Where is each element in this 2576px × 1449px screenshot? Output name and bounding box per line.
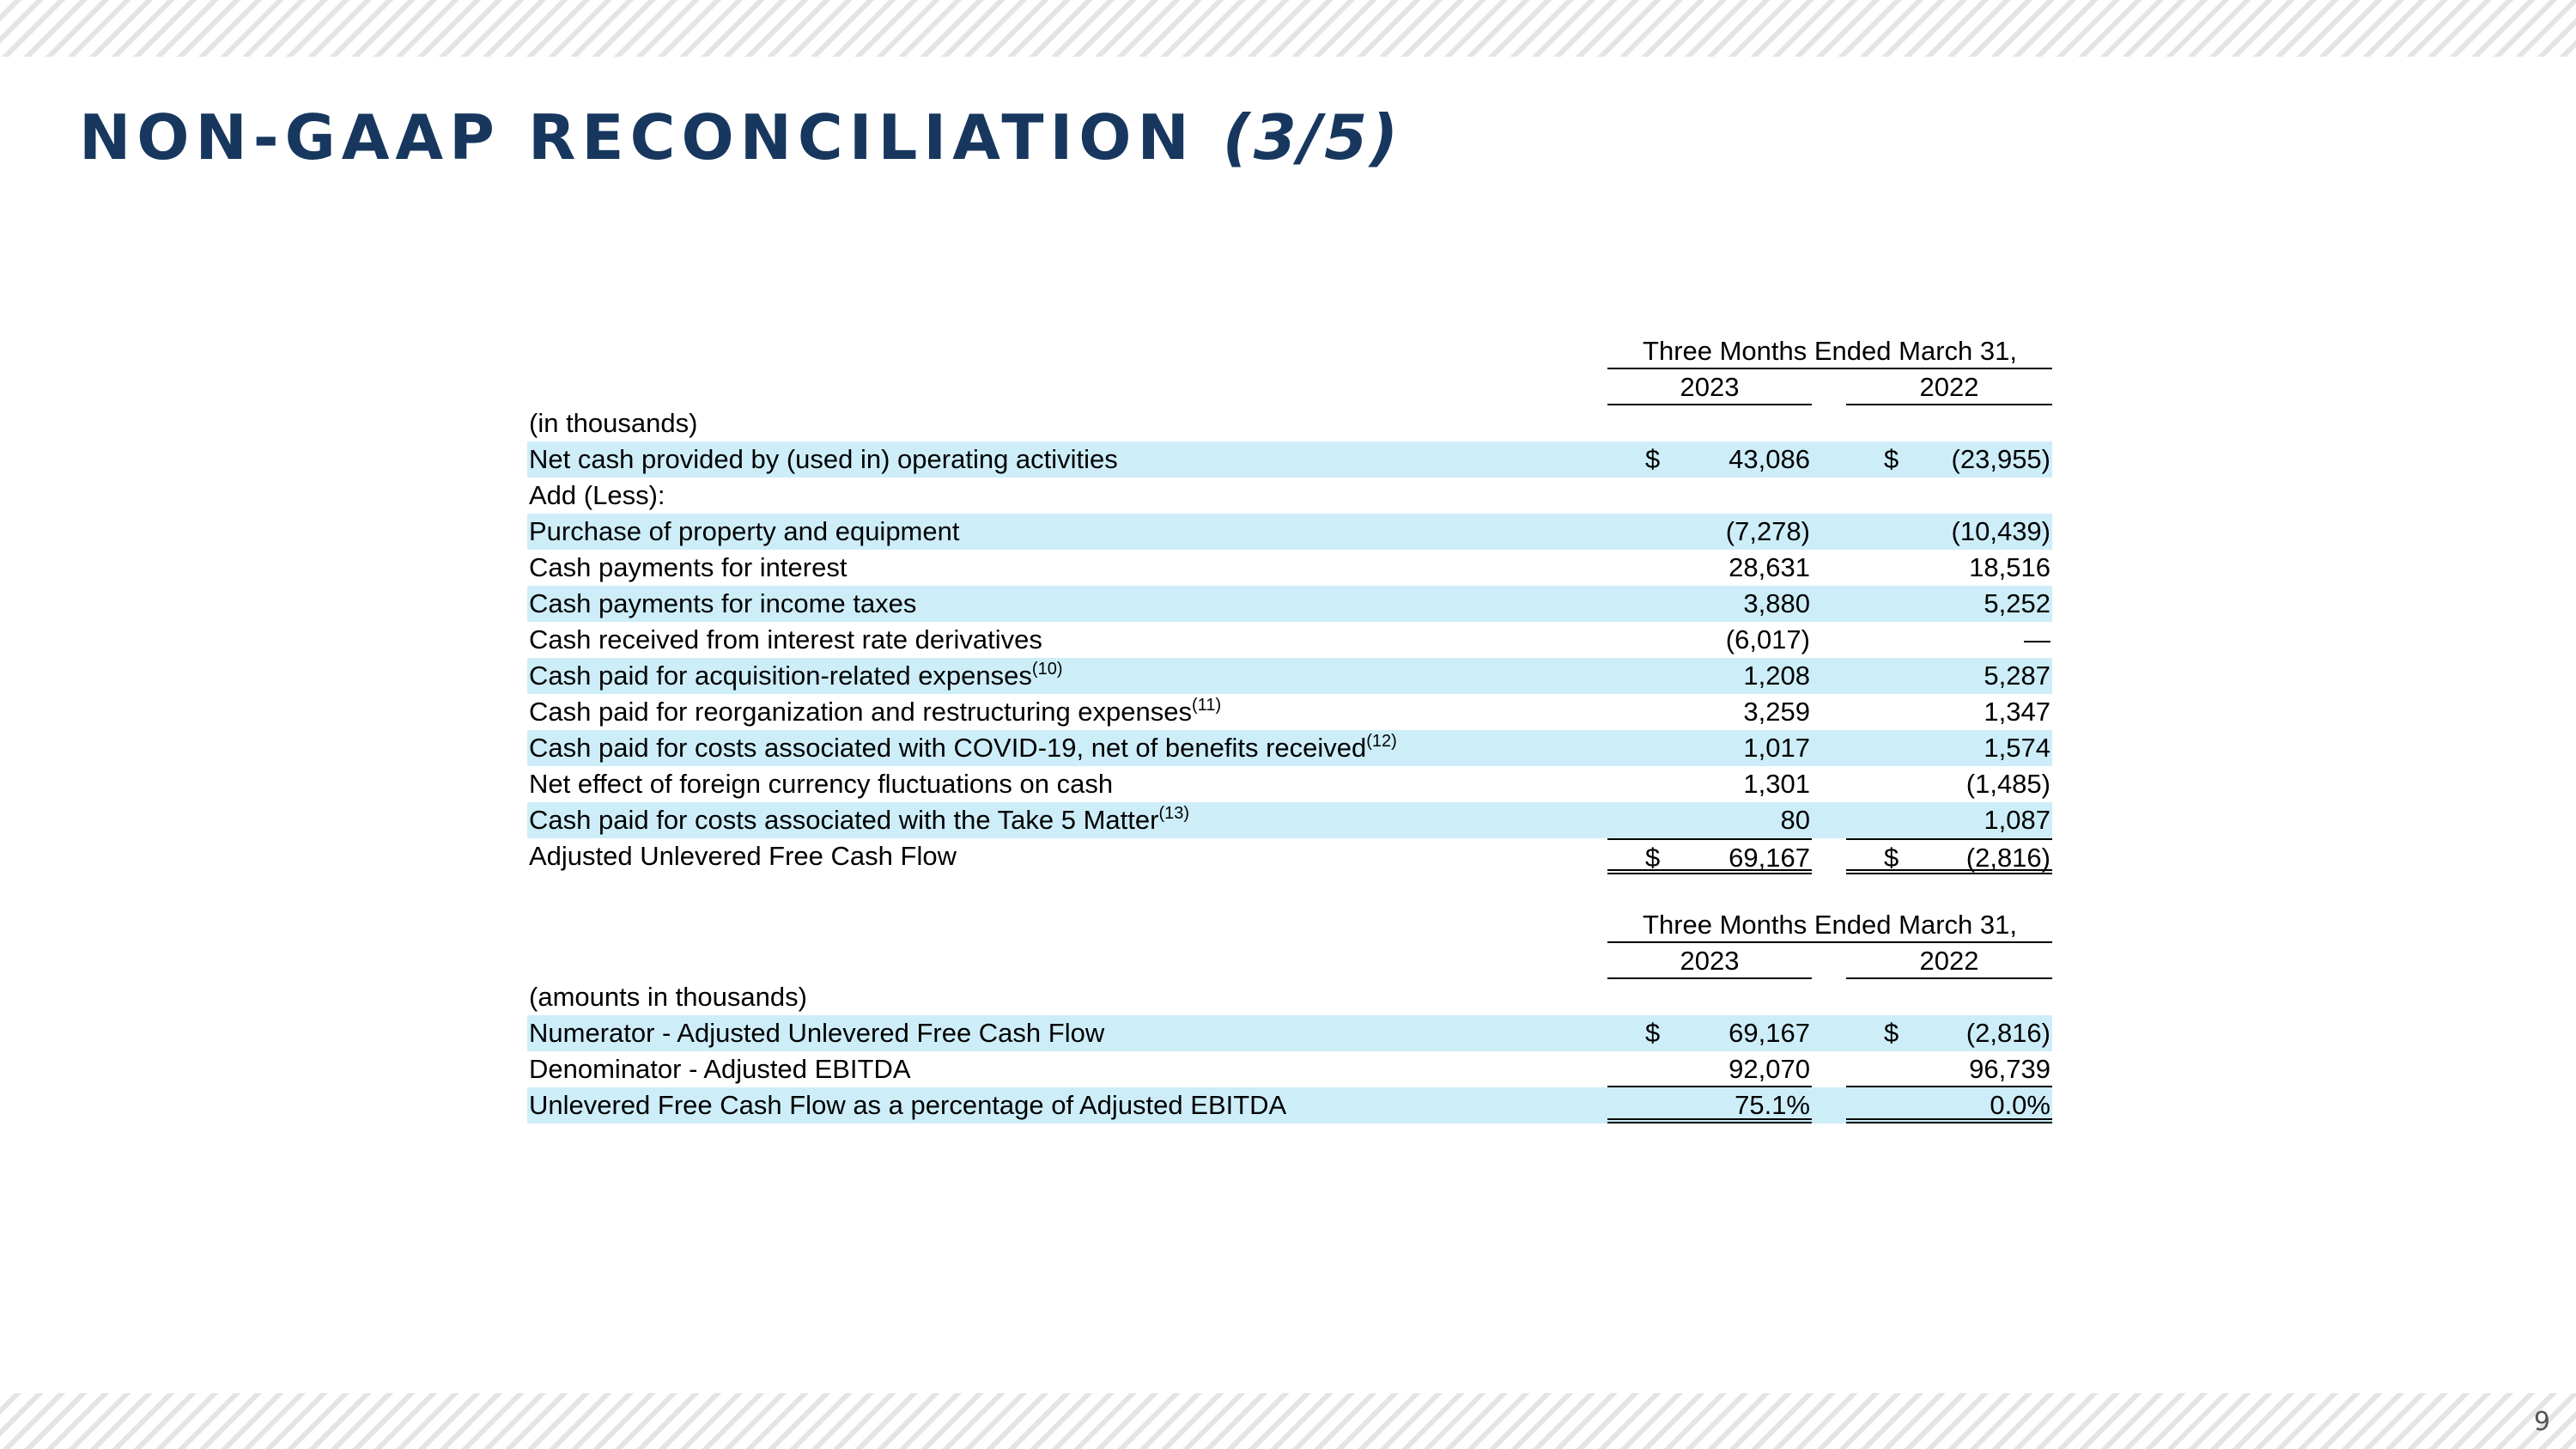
total-2022 [1846, 1087, 2052, 1123]
value-2022 [1846, 730, 2052, 766]
value: (2,816) [1965, 843, 2050, 873]
value-2022 [1846, 766, 2052, 802]
value: 5,252 [1984, 588, 2050, 618]
units-row [527, 405, 2052, 441]
row-label: Cash received from interest rate derivatives [529, 624, 1042, 654]
value: (1,485) [1965, 769, 2050, 799]
value-2023 [1607, 586, 1812, 622]
value-2023 [1607, 514, 1812, 550]
value-2023 [1607, 550, 1812, 586]
year-2023-header: 2023 [1607, 369, 1812, 405]
row-label: Denominator - Adjusted EBITDA [529, 1054, 911, 1084]
dollar-sign: $ [1884, 444, 1899, 474]
value-2022 [1846, 1015, 2052, 1051]
value-2023 [1607, 441, 1812, 478]
value: — [2024, 624, 2050, 654]
value-2023 [1607, 802, 1812, 838]
dollar-sign: $ [1645, 843, 1661, 873]
row-label: Adjusted Unlevered Free Cash Flow [529, 841, 957, 871]
row-label [529, 730, 1397, 766]
value: (2,816) [1965, 1018, 2050, 1048]
footnote-ref: (10) [1031, 660, 1063, 679]
value: 18,516 [1969, 552, 2050, 582]
units-label: (in thousands) [529, 408, 698, 438]
value-2023 [1607, 730, 1812, 766]
value-2022 [1846, 441, 2052, 478]
page-number: 9 [2533, 1407, 2550, 1437]
value: 1,087 [1984, 805, 2050, 835]
value-2022 [1846, 586, 2052, 622]
value-2022 [1846, 514, 2052, 550]
row-label [529, 802, 1189, 838]
value: 92,070 [1728, 1054, 1810, 1084]
value: 1,208 [1743, 661, 1810, 691]
value-2023 [1607, 1015, 1812, 1051]
row-label: Numerator - Adjusted Unlevered Free Cash Flow [529, 1018, 1105, 1048]
row-label: Unlevered Free Cash Flow as a percentage of Adjusted EBITDA [529, 1090, 1287, 1120]
value-2022 [1846, 622, 2052, 658]
value: 69,167 [1728, 1018, 1810, 1048]
row-label [529, 694, 1221, 730]
table-row [527, 694, 2052, 730]
free-cash-flow-percentage-table [527, 907, 2052, 1123]
value-2022 [1846, 694, 2052, 730]
page-title [79, 101, 1400, 174]
table-row [527, 622, 2052, 658]
year-2022-header: 2022 [1846, 369, 2052, 405]
title-text: NON-GAAP RECONCILIATION [79, 101, 1195, 174]
bottom-stripe-decoration [0, 1393, 2576, 1449]
units-label: (amounts in thousands) [529, 982, 807, 1012]
value-2022 [1846, 658, 2052, 694]
table-header-row [527, 907, 2052, 943]
value-2023 [1607, 658, 1812, 694]
value: 3,259 [1743, 697, 1810, 727]
value: 1,347 [1984, 697, 2050, 727]
row-label: Purchase of property and equipment [529, 516, 960, 546]
value-2023 [1607, 694, 1812, 730]
table-row [527, 1051, 2052, 1087]
row-label: Cash payments for interest [529, 552, 848, 582]
total-row [527, 838, 2052, 874]
value-2023 [1607, 766, 1812, 802]
table-header-row [527, 333, 2052, 369]
dollar-sign: $ [1884, 843, 1899, 873]
value: 3,880 [1743, 588, 1810, 618]
period-header: Three Months Ended March 31, [1607, 333, 2052, 369]
title-suffix: (3/5) [1222, 101, 1401, 174]
value-2022 [1846, 550, 2052, 586]
row-label: Net cash provided by (used in) operating activities [529, 444, 1118, 474]
table-row [527, 1015, 2052, 1051]
value: 0.0% [1990, 1090, 2050, 1120]
total-2023 [1607, 838, 1812, 874]
table-row [527, 658, 2052, 694]
row-label-text: Cash paid for costs associated with the Take 5 Matter [529, 805, 1159, 835]
year-2023-header: 2023 [1607, 943, 1812, 979]
value: 1,017 [1743, 733, 1810, 763]
value: 96,739 [1969, 1054, 2050, 1084]
value: (7,278) [1725, 516, 1810, 546]
total-row [527, 1087, 2052, 1123]
value-2023 [1607, 1051, 1812, 1087]
footnote-ref: (13) [1158, 804, 1190, 823]
year-2022-header: 2022 [1846, 943, 2052, 979]
table-row [527, 766, 2052, 802]
row-label: Net effect of foreign currency fluctuations on cash [529, 769, 1114, 799]
row-label: Cash payments for income taxes [529, 588, 917, 618]
value: 1,574 [1984, 733, 2050, 763]
footnote-ref: (11) [1192, 696, 1222, 715]
row-label: Add (Less): [529, 480, 665, 510]
value: 28,631 [1728, 552, 1810, 582]
value: 5,287 [1984, 661, 2050, 691]
table-row [527, 730, 2052, 766]
value-2022 [1846, 802, 2052, 838]
value: (10,439) [1951, 516, 2050, 546]
total-2023 [1607, 1087, 1812, 1123]
year-header-row [527, 369, 2052, 405]
value: 69,167 [1728, 843, 1810, 873]
period-header: Three Months Ended March 31, [1607, 907, 2052, 943]
value-2022 [1846, 1051, 2052, 1087]
table-row [527, 441, 2052, 478]
row-label-text: Cash paid for acquisition-related expenses [529, 661, 1032, 691]
footnote-ref: (12) [1366, 732, 1397, 751]
total-2022 [1846, 838, 2052, 874]
table-row [527, 802, 2052, 838]
year-header-row [527, 943, 2052, 979]
value: (6,017) [1725, 624, 1810, 654]
row-label [529, 658, 1062, 694]
value: (23,955) [1951, 444, 2050, 474]
cash-flow-reconciliation-table [527, 333, 2052, 874]
table-row [527, 478, 2052, 514]
units-row [527, 979, 2052, 1015]
dollar-sign: $ [1884, 1018, 1899, 1048]
table-row [527, 586, 2052, 622]
value: 1,301 [1743, 769, 1810, 799]
row-label-text: Cash paid for costs associated with COVID-19, net of benefits received [529, 733, 1367, 763]
value-2023 [1607, 622, 1812, 658]
dollar-sign: $ [1645, 444, 1661, 474]
table-row [527, 550, 2052, 586]
value: 75.1% [1735, 1090, 1810, 1120]
value: 43,086 [1728, 444, 1810, 474]
dollar-sign: $ [1645, 1018, 1661, 1048]
top-stripe-decoration [0, 0, 2576, 57]
value: 80 [1780, 805, 1810, 835]
table-row [527, 514, 2052, 550]
row-label-text: Cash paid for reorganization and restructuring expenses [529, 697, 1193, 727]
